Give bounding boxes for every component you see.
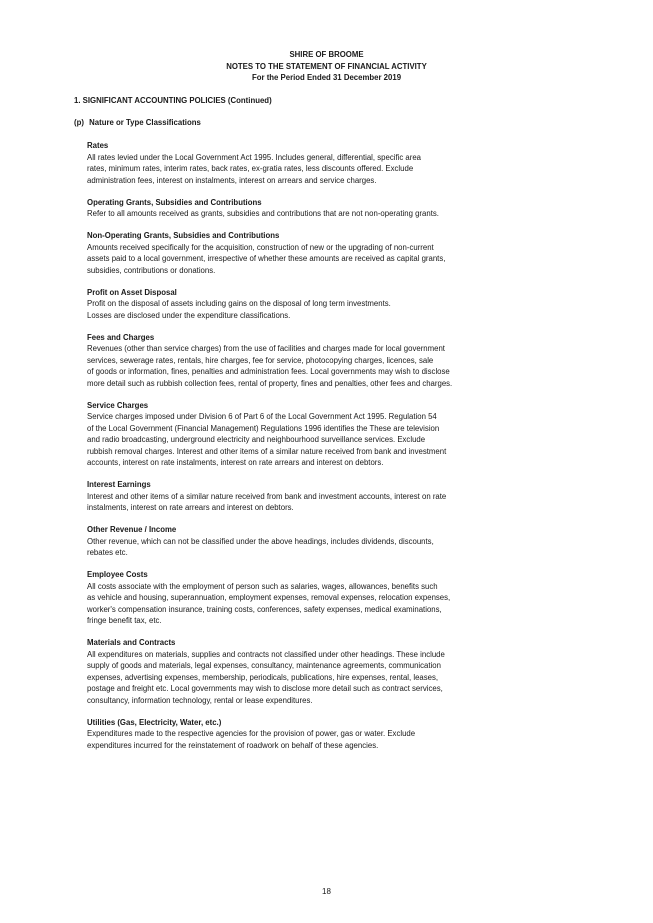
section-heading: Fees and Charges xyxy=(87,332,155,342)
section-text-line: accounts, interest on rate instalments, interest on rate arrears and interest on debtors. xyxy=(87,458,384,467)
document-header xyxy=(0,49,653,84)
page-number: 18 xyxy=(322,887,331,896)
section-text-line: Interest and other items of a similar nature received from bank and investment accounts, interest on rate xyxy=(87,491,447,501)
section-heading: Employee Costs xyxy=(87,570,148,579)
section-text-line: rates, minimum rates, interim rates, back rates, ex-gratia rates, less discounts offered. Exclude xyxy=(87,164,414,173)
section-text-line: subsidies, contributions or donations. xyxy=(87,265,216,275)
classification-section xyxy=(87,637,507,706)
section-text-line: Expenditures made to the respective agencies for the provision of power, gas or water. Exclude xyxy=(87,729,416,738)
section-text-line: as vehicle and housing, superannuation, employment expenses, removal expenses, relocation expenses, xyxy=(87,593,451,602)
section-text-line: of goods or information, fines, penalties and administration fees. Local governments may wish to disclose xyxy=(87,367,450,376)
classification-section xyxy=(87,400,507,469)
section-heading: Other Revenue / Income xyxy=(87,525,177,534)
section-heading: Service Charges xyxy=(87,400,149,410)
classification-section xyxy=(87,287,507,322)
classification-section xyxy=(87,717,507,752)
section-text-line: Profit on the disposal of assets including gains on the disposal of long term investments. xyxy=(87,299,391,308)
section-text-line: Amounts received specifically for the acquisition, construction of new or the upgrading of non-current xyxy=(87,242,434,252)
classification-section xyxy=(87,230,507,276)
section-text-line: assets paid to a local government, irrespective of whether these amounts are received as capital grants, xyxy=(87,254,446,263)
section-heading: Non-Operating Grants, Subsidies and Contributions xyxy=(87,231,280,240)
section-text-line: instalments, interest on rate arrears and interest on debtors. xyxy=(87,503,294,512)
section-text-line: Refer to all amounts received as grants, subsidies and contributions that are not non-operating grants. xyxy=(87,209,439,218)
section-heading: Materials and Contracts xyxy=(87,638,176,647)
section-heading: Interest Earnings xyxy=(87,480,151,489)
section-heading: Operating Grants, Subsidies and Contributions xyxy=(87,197,262,207)
section-text-line: consultancy, information technology, rental or lease expenditures. xyxy=(87,695,313,705)
section-text-line: more detail such as rubbish collection fees, rental of property, fines and penalties, other fees and charges. xyxy=(87,378,453,388)
section-text-line: Revenues (other than service charges) from the use of facilities and charges made for local government xyxy=(87,344,445,353)
section-heading: Utilities (Gas, Electricity, Water, etc.) xyxy=(87,717,222,727)
classification-section xyxy=(87,140,507,186)
section-text-line: worker's compensation insurance, training costs, conferences, safety expenses, medical examinations, xyxy=(87,604,442,614)
section-text-line: services, sewerage rates, rentals, hire charges, fee for service, photocopying charges, licences, sale xyxy=(87,355,434,365)
section-text-line: of the Local Government (Financial Management) Regulations 1996 identifies the These are television xyxy=(87,423,440,433)
section-title: 1. SIGNIFICANT ACCOUNTING POLICIES (Continued) xyxy=(74,96,272,105)
section-text-line: expenses, advertising expenses, membership, periodicals, publications, hire expenses, rental, leases, xyxy=(87,672,439,682)
section-text-line: expenditures incurred for the reinstatement of roadwork on behalf of these agencies. xyxy=(87,740,379,750)
classification-section xyxy=(87,197,507,220)
header-notes-title: NOTES TO THE STATEMENT OF FINANCIAL ACTIVITY xyxy=(226,61,427,71)
classification-sections xyxy=(87,140,507,762)
section-text-line: All rates levied under the Local Government Act 1995. Includes general, differential, specific area xyxy=(87,152,422,162)
classification-section xyxy=(87,569,507,627)
section-text-line: Losses are disclosed under the expenditure classifications. xyxy=(87,310,291,320)
section-text-line: and radio broadcasting, underground electricity and neighbourhood surveillance services. Exclude xyxy=(87,435,426,444)
classification-section xyxy=(87,524,507,559)
classification-section xyxy=(87,479,507,514)
section-text-line: rubbish removal charges. Interest and other items of a similar nature received from bank and investment xyxy=(87,446,447,456)
subsection-heading: Nature or Type Classifications xyxy=(89,118,201,127)
section-text-line: All expenditures on materials, supplies and contracts not classified under other headings. These include xyxy=(87,649,445,659)
section-heading: Profit on Asset Disposal xyxy=(87,287,177,297)
subsection-title xyxy=(74,118,201,127)
section-text-line: Service charges imposed under Division 6 of Part 6 of the Local Government Act 1995. Regulation 54 xyxy=(87,412,437,421)
header-period: For the Period Ended 31 December 2019 xyxy=(251,73,402,82)
section-text-line: postage and freight etc. Local governments may wish to disclose more detail such as contract services, xyxy=(87,684,443,693)
section-heading: Rates xyxy=(87,141,109,150)
classification-section xyxy=(87,332,507,390)
subsection-label: (p) xyxy=(74,118,84,127)
section-text-line: supply of goods and materials, legal expenses, consultancy, maintenance agreements, communication xyxy=(87,661,441,670)
section-text-line: Other revenue, which can not be classified under the above headings, includes dividends, discounts, xyxy=(87,536,434,546)
section-text-line: rebates etc. xyxy=(87,548,128,557)
section-text-line: fringe benefit tax, etc. xyxy=(87,616,162,625)
section-text-line: All costs associate with the employment of person such as salaries, wages, allowances, benefits such xyxy=(87,581,438,591)
header-shire-name: SHIRE OF BROOME xyxy=(289,50,364,59)
section-text-line: administration fees, interest on instalments, interest on arrears and service charges. xyxy=(87,175,377,185)
